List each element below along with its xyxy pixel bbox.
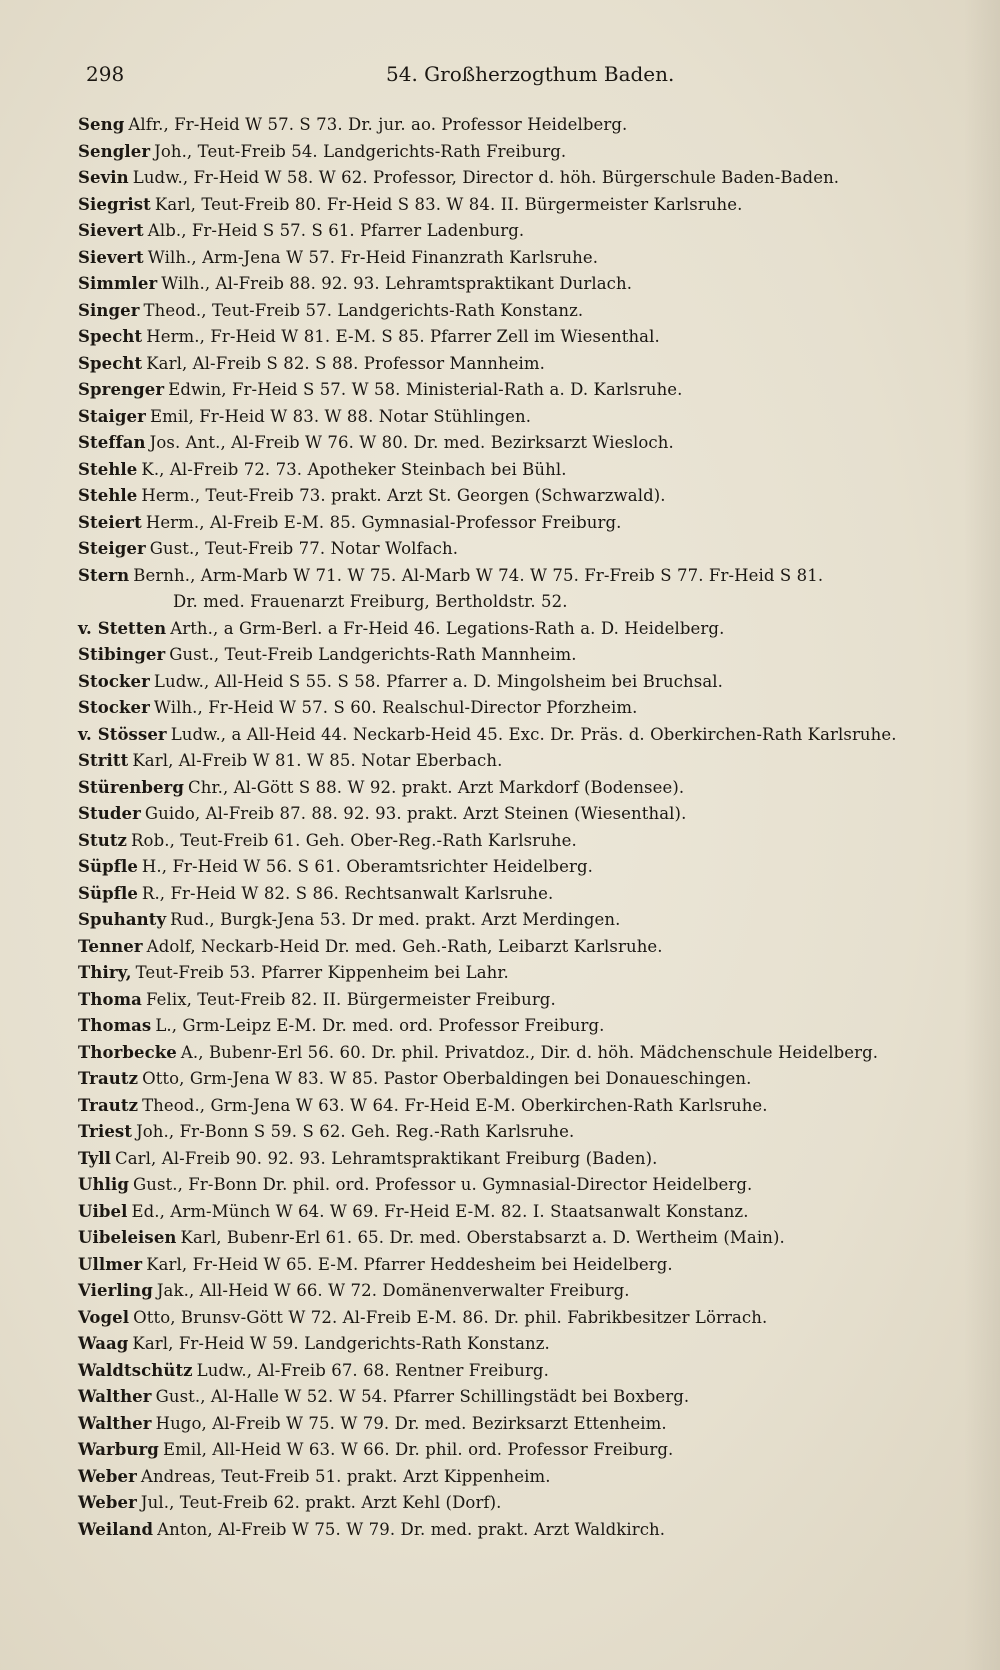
entry-details: Wilh., Fr-Heid W 57. S 60. Realschul-Director Pforzheim. <box>153 698 638 717</box>
directory-entry <box>78 1411 958 1438</box>
entry-details: Edwin, Fr-Heid S 57. W 58. Ministerial-Rath a. D. Karlsruhe. <box>168 380 683 399</box>
running-title: 54. Großherzogthum Baden. <box>386 62 675 86</box>
entry-surname: v. Stösser <box>78 724 167 744</box>
entry-surname: Singer <box>78 300 140 320</box>
entry-surname: Thoma <box>78 989 142 1009</box>
entry-surname: Warburg <box>78 1440 159 1459</box>
entry-surname: Tenner <box>78 936 143 956</box>
entry-surname: Vogel <box>78 1307 130 1327</box>
entry-details: Emil, Fr-Heid W 83. W 88. Notar Stühlingen. <box>149 406 532 426</box>
entry-details: Guido, Al-Freib 87. 88. 92. 93. prakt. Arzt Steinen (Wiesenthal). <box>144 804 687 823</box>
directory-entries <box>78 112 958 1543</box>
entry-details: Jos. Ant., Al-Freib W 76. W 80. Dr. med. Bezirksarzt Wiesloch. <box>149 433 674 452</box>
directory-entry <box>78 1013 958 1040</box>
directory-entry <box>78 218 958 245</box>
entry-details: Dr. med. Frauenarzt Freiburg, Bertholdstr. 52. <box>173 592 568 611</box>
directory-entry <box>78 854 958 881</box>
entry-surname: Waldtschütz <box>78 1360 193 1380</box>
directory-entry <box>78 1517 958 1544</box>
entry-surname: Sievert <box>78 221 144 240</box>
directory-entry <box>78 430 958 457</box>
entry-details: Otto, Brunsv-Gött W 72. Al-Freib E-M. 86. Dr. phil. Fabrikbesitzer Lörrach. <box>133 1307 768 1327</box>
entry-surname: Stehle <box>78 459 138 479</box>
entry-details: Theod., Teut-Freib 57. Landgerichts-Rath Konstanz. <box>143 300 584 320</box>
directory-entry <box>78 907 958 934</box>
entry-surname: Stocker <box>78 698 150 717</box>
directory-entry <box>78 1199 958 1226</box>
directory-entry <box>78 775 958 802</box>
entry-details: Herm., Teut-Freib 73. prakt. Arzt St. Georgen (Schwarzwald). <box>141 486 666 505</box>
entry-surname: Weiland <box>78 1519 154 1539</box>
entry-details: L., Grm-Leipz E-M. Dr. med. ord. Professor Freiburg. <box>155 1016 605 1035</box>
directory-entry <box>78 457 958 484</box>
entry-details: Herm., Fr-Heid W 81. E-M. S 85. Pfarrer Zell im Wiesenthal. <box>146 327 660 346</box>
entry-surname: v. Stetten <box>78 618 167 638</box>
entry-details: Adolf, Neckarb-Heid Dr. med. Geh.-Rath, Leibarzt Karlsruhe. <box>146 936 663 956</box>
entry-details: Otto, Grm-Jena W 83. W 85. Pastor Oberbaldingen bei Donaueschingen. <box>142 1069 752 1088</box>
directory-entry <box>78 404 958 431</box>
directory-entry <box>78 1358 958 1385</box>
directory-entry <box>78 351 958 378</box>
entry-details: Andreas, Teut-Freib 51. prakt. Arzt Kippenheim. <box>140 1466 551 1486</box>
entry-details: Alb., Fr-Heid S 57. S 61. Pfarrer Ladenburg. <box>147 221 525 240</box>
directory-entry <box>78 139 958 166</box>
entry-details: Jak., All-Heid W 66. W 72. Domänenverwalter Freiburg. <box>156 1281 630 1300</box>
entry-surname: Seng <box>78 115 125 134</box>
directory-entry <box>78 298 958 325</box>
directory-entry <box>78 1384 958 1411</box>
entry-details: H., Fr-Heid W 56. S 61. Oberamtsrichter Heidelberg. <box>141 857 593 876</box>
entry-details: Karl, Teut-Freib 80. Fr-Heid S 83. W 84. II. Bürgermeister Karlsruhe. <box>154 194 743 214</box>
directory-entry <box>78 642 958 669</box>
entry-details: Joh., Teut-Freib 54. Landgerichts-Rath Freiburg. <box>154 141 567 161</box>
directory-entry <box>78 324 958 351</box>
entry-details: Felix, Teut-Freib 82. II. Bürgermeister Freiburg. <box>145 989 556 1009</box>
directory-entry <box>78 987 958 1014</box>
entry-surname: Vierling <box>78 1281 153 1300</box>
entry-details: Ed., Arm-Münch W 64. W 69. Fr-Heid E-M. 82. I. Staatsanwalt Konstanz. <box>131 1201 749 1221</box>
entry-surname: Walther <box>78 1413 152 1433</box>
directory-entry <box>78 1252 958 1279</box>
directory-entry <box>78 1119 958 1146</box>
directory-entry <box>78 695 958 722</box>
entry-surname: Staiger <box>78 406 146 426</box>
directory-entry <box>78 669 958 696</box>
entry-details: Joh., Fr-Bonn S 59. S 62. Geh. Reg.-Rath Karlsruhe. <box>136 1122 575 1141</box>
entry-surname: Walther <box>78 1387 152 1406</box>
entry-details: Emil, All-Heid W 63. W 66. Dr. phil. ord. Professor Freiburg. <box>162 1440 674 1459</box>
entry-surname: Tyll <box>78 1148 111 1168</box>
entry-details: Karl, Fr-Heid W 59. Landgerichts-Rath Konstanz. <box>132 1334 550 1353</box>
directory-entry <box>78 112 958 139</box>
entry-surname: Triest <box>78 1122 133 1141</box>
directory-entry <box>78 934 958 961</box>
directory-entry <box>78 881 958 908</box>
entry-details: Chr., Al-Gött S 88. W 92. prakt. Arzt Markdorf (Bodensee). <box>188 777 685 797</box>
directory-entry <box>78 1093 958 1120</box>
entry-surname: Weber <box>78 1466 137 1486</box>
entry-surname: Steiger <box>78 539 146 558</box>
directory-entry <box>78 1305 958 1332</box>
entry-surname: Siegrist <box>78 194 151 214</box>
entry-surname: Stutz <box>78 830 128 850</box>
directory-entry <box>78 563 958 590</box>
entry-surname: Specht <box>78 327 143 346</box>
directory-entry <box>78 828 958 855</box>
entry-surname: Sevin <box>78 168 129 187</box>
page-number: 298 <box>86 62 125 86</box>
directory-entry <box>78 192 958 219</box>
entry-details: Ludw., Fr-Heid W 58. W 62. Professor, Director d. höh. Bürgerschule Baden-Baden. <box>132 168 840 187</box>
entry-details: Ludw., All-Heid S 55. S 58. Pfarrer a. D. Mingolsheim bei Bruchsal. <box>153 671 723 691</box>
entry-details: Herm., Al-Freib E-M. 85. Gymnasial-Professor Freiburg. <box>145 512 622 532</box>
directory-entry <box>78 271 958 298</box>
entry-details: K., Al-Freib 72. 73. Apotheker Steinbach bei Bühl. <box>141 459 567 479</box>
page-edge-shadow <box>964 0 1000 1670</box>
directory-entry <box>78 1040 958 1067</box>
entry-surname: Steffan <box>78 433 146 452</box>
directory-entry <box>78 377 958 404</box>
directory-entry-continuation <box>78 589 958 616</box>
entry-surname: Waag <box>78 1334 129 1353</box>
directory-entry <box>78 1146 958 1173</box>
entry-surname: Sprenger <box>78 380 165 399</box>
entry-surname: Uibeleisen <box>78 1228 177 1247</box>
entry-surname: Trautz <box>78 1069 139 1088</box>
entry-details: Teut-Freib 53. Pfarrer Kippenheim bei Lahr. <box>135 963 509 982</box>
entry-surname: Süpfle <box>78 883 138 903</box>
entry-details: Gust., Fr-Bonn Dr. phil. ord. Professor u. Gymnasial-Director Heidelberg. <box>132 1175 753 1194</box>
entry-details: Bernh., Arm-Marb W 71. W 75. Al-Marb W 74. W 75. Fr-Freib S 77. Fr-Heid S 81. <box>133 565 824 585</box>
entry-surname: Stehle <box>78 486 138 505</box>
entry-surname: Stritt <box>78 751 129 770</box>
directory-entry <box>78 616 958 643</box>
entry-details: Jul., Teut-Freib 62. prakt. Arzt Kehl (Dorf). <box>140 1493 502 1512</box>
entry-details: Rud., Burgk-Jena 53. Dr med. prakt. Arzt Merdingen. <box>170 910 621 929</box>
directory-entry <box>78 1437 958 1464</box>
entry-surname: Spuhanty <box>78 910 167 929</box>
entry-details: Karl, Bubenr-Erl 61. 65. Dr. med. Oberstabsarzt a. D. Wertheim (Main). <box>180 1228 785 1247</box>
entry-details: Gust., Teut-Freib 77. Notar Wolfach. <box>149 539 459 558</box>
entry-details: Karl, Fr-Heid W 65. E-M. Pfarrer Heddesheim bei Heidelberg. <box>146 1254 673 1274</box>
entry-details: Ludw., a All-Heid 44. Neckarb-Heid 45. Exc. Dr. Präs. d. Oberkirchen-Rath Karlsruhe. <box>170 724 897 744</box>
directory-entry <box>78 510 958 537</box>
directory-entry <box>78 245 958 272</box>
entry-surname: Steiert <box>78 512 142 532</box>
entry-surname: Trautz <box>78 1095 139 1115</box>
entry-details: Karl, Al-Freib S 82. S 88. Professor Mannheim. <box>146 353 545 373</box>
entry-surname: Stürenberg <box>78 777 184 797</box>
directory-entry <box>78 748 958 775</box>
entry-details: R., Fr-Heid W 82. S 86. Rechtsanwalt Karlsruhe. <box>141 883 554 903</box>
directory-entry <box>78 1172 958 1199</box>
entry-details: Anton, Al-Freib W 75. W 79. Dr. med. prakt. Arzt Waldkirch. <box>157 1519 666 1539</box>
entry-surname: Uibel <box>78 1201 128 1221</box>
directory-entry <box>78 722 958 749</box>
directory-entry <box>78 801 958 828</box>
entry-details: Rob., Teut-Freib 61. Geh. Ober-Reg.-Rath Karlsruhe. <box>131 830 577 850</box>
directory-entry <box>78 1464 958 1491</box>
entry-surname: Studer <box>78 804 141 823</box>
directory-entry <box>78 1331 958 1358</box>
directory-entry <box>78 1066 958 1093</box>
entry-surname: Uhlig <box>78 1175 129 1194</box>
entry-surname: Thomas <box>78 1016 152 1035</box>
entry-details: Alfr., Fr-Heid W 57. S 73. Dr. jur. ao. Professor Heidelberg. <box>128 115 628 134</box>
directory-entry <box>78 536 958 563</box>
entry-surname: Simmler <box>78 274 158 293</box>
directory-entry <box>78 1225 958 1252</box>
entry-surname: Sievert <box>78 247 144 267</box>
entry-surname: Stibinger <box>78 645 166 664</box>
directory-entry <box>78 483 958 510</box>
entry-details: Wilh., Arm-Jena W 57. Fr-Heid Finanzrath Karlsruhe. <box>147 247 599 267</box>
entry-surname: Stocker <box>78 671 150 691</box>
directory-entry <box>78 165 958 192</box>
entry-details: Gust., Al-Halle W 52. W 54. Pfarrer Schillingstädt bei Boxberg. <box>155 1387 690 1406</box>
entry-surname: Stern <box>78 565 130 585</box>
entry-details: Karl, Al-Freib W 81. W 85. Notar Eberbach. <box>132 751 503 770</box>
entry-details: A., Bubenr-Erl 56. 60. Dr. phil. Privatdoz., Dir. d. höh. Mädchenschule Heidelberg. <box>180 1042 879 1062</box>
directory-entry <box>78 1490 958 1517</box>
entry-surname: Süpfle <box>78 857 138 876</box>
entry-details: Ludw., Al-Freib 67. 68. Rentner Freiburg. <box>196 1360 549 1380</box>
entry-details: Theod., Grm-Jena W 63. W 64. Fr-Heid E-M. Oberkirchen-Rath Karlsruhe. <box>142 1095 768 1115</box>
entry-surname: Ullmer <box>78 1254 143 1274</box>
entry-details: Arth., a Grm-Berl. a Fr-Heid 46. Legations-Rath a. D. Heidelberg. <box>170 618 725 638</box>
entry-details: Gust., Teut-Freib Landgerichts-Rath Mannheim. <box>169 645 577 664</box>
entry-surname: Thorbecke <box>78 1042 177 1062</box>
entry-details: Carl, Al-Freib 90. 92. 93. Lehramtspraktikant Freiburg (Baden). <box>115 1148 658 1168</box>
entry-details: Wilh., Al-Freib 88. 92. 93. Lehramtspraktikant Durlach. <box>161 274 633 293</box>
directory-entry <box>78 1278 958 1305</box>
entry-surname: Sengler <box>78 141 151 161</box>
entry-surname: Thiry, <box>78 963 132 982</box>
entry-surname: Specht <box>78 353 143 373</box>
entry-details: Hugo, Al-Freib W 75. W 79. Dr. med. Bezirksarzt Ettenheim. <box>155 1413 667 1433</box>
page-header <box>86 62 906 92</box>
entry-surname: Weber <box>78 1493 137 1512</box>
directory-entry <box>78 960 958 987</box>
